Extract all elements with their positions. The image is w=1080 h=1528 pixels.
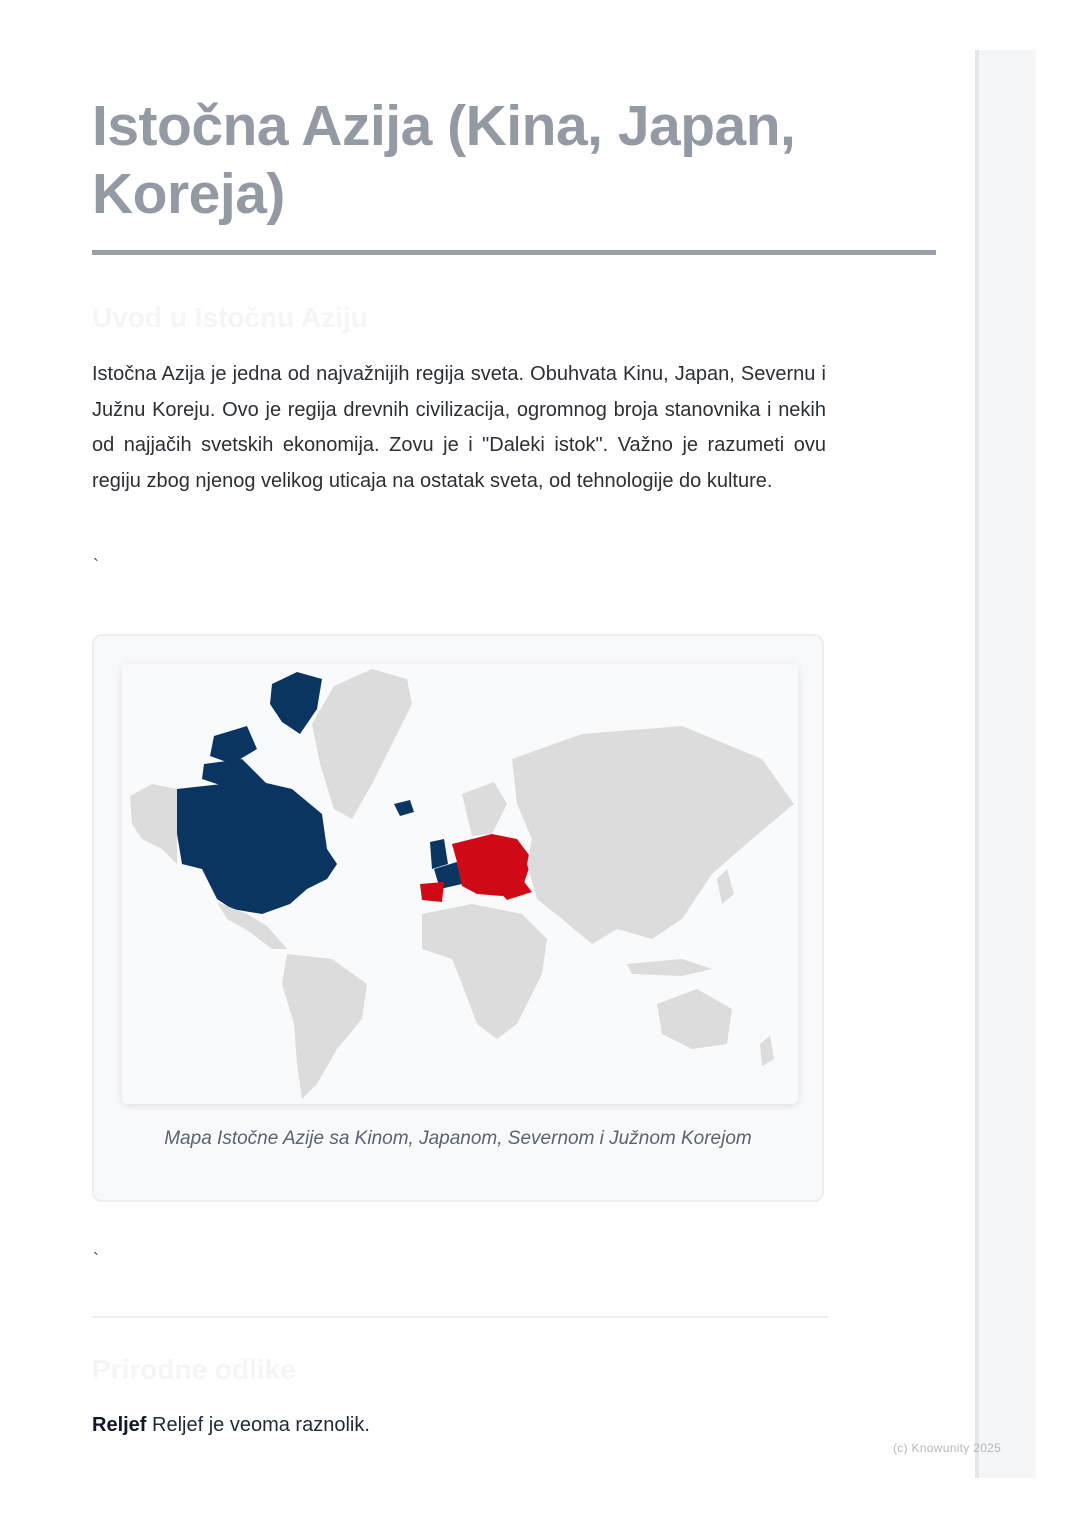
right-side-panel [975,50,1036,1478]
relief-text: Reljef je veoma raznolik. [152,1414,370,1436]
map-iberia [420,882,444,902]
relief-term: Reljef [92,1414,147,1436]
title-underline [92,250,936,255]
section-divider [92,1316,828,1318]
stray-backtick: ` [93,556,99,576]
relief-paragraph [92,1414,370,1437]
map-figure [92,634,824,1202]
world-map [122,664,798,1104]
copyright-footer: (c) Knowunity 2025 [893,1441,1002,1455]
intro-paragraph: Istočna Azija je jedna od najvažnijih regija sveta. Obuhvata Kinu, Japan, Severnu i Južnu Koreju. Ovo je regija drevnih civilizacija, ogromnog broja stanovnika i nekih od najjačih svetskih ekonomija. Zovu je i "Daleki istok". Važno je razumeti ovu regiju zbog njenog velikog uticaja na ostatak sveta, od tehnologije do kulture. [92,363,826,492]
stray-backtick: ` [93,1250,99,1270]
world-map-svg [122,664,798,1104]
page-title: Istočna Azija (Kina, Japan, Koreja) [92,94,796,226]
section-heading-nature: Prirodne odlike [92,1354,296,1385]
section-heading-intro: Uvod u Istočnu Aziju [92,302,368,333]
map-caption: Mapa Istočne Azije sa Kinom, Japanom, Severnom i Južnom Korejom [164,1128,752,1149]
